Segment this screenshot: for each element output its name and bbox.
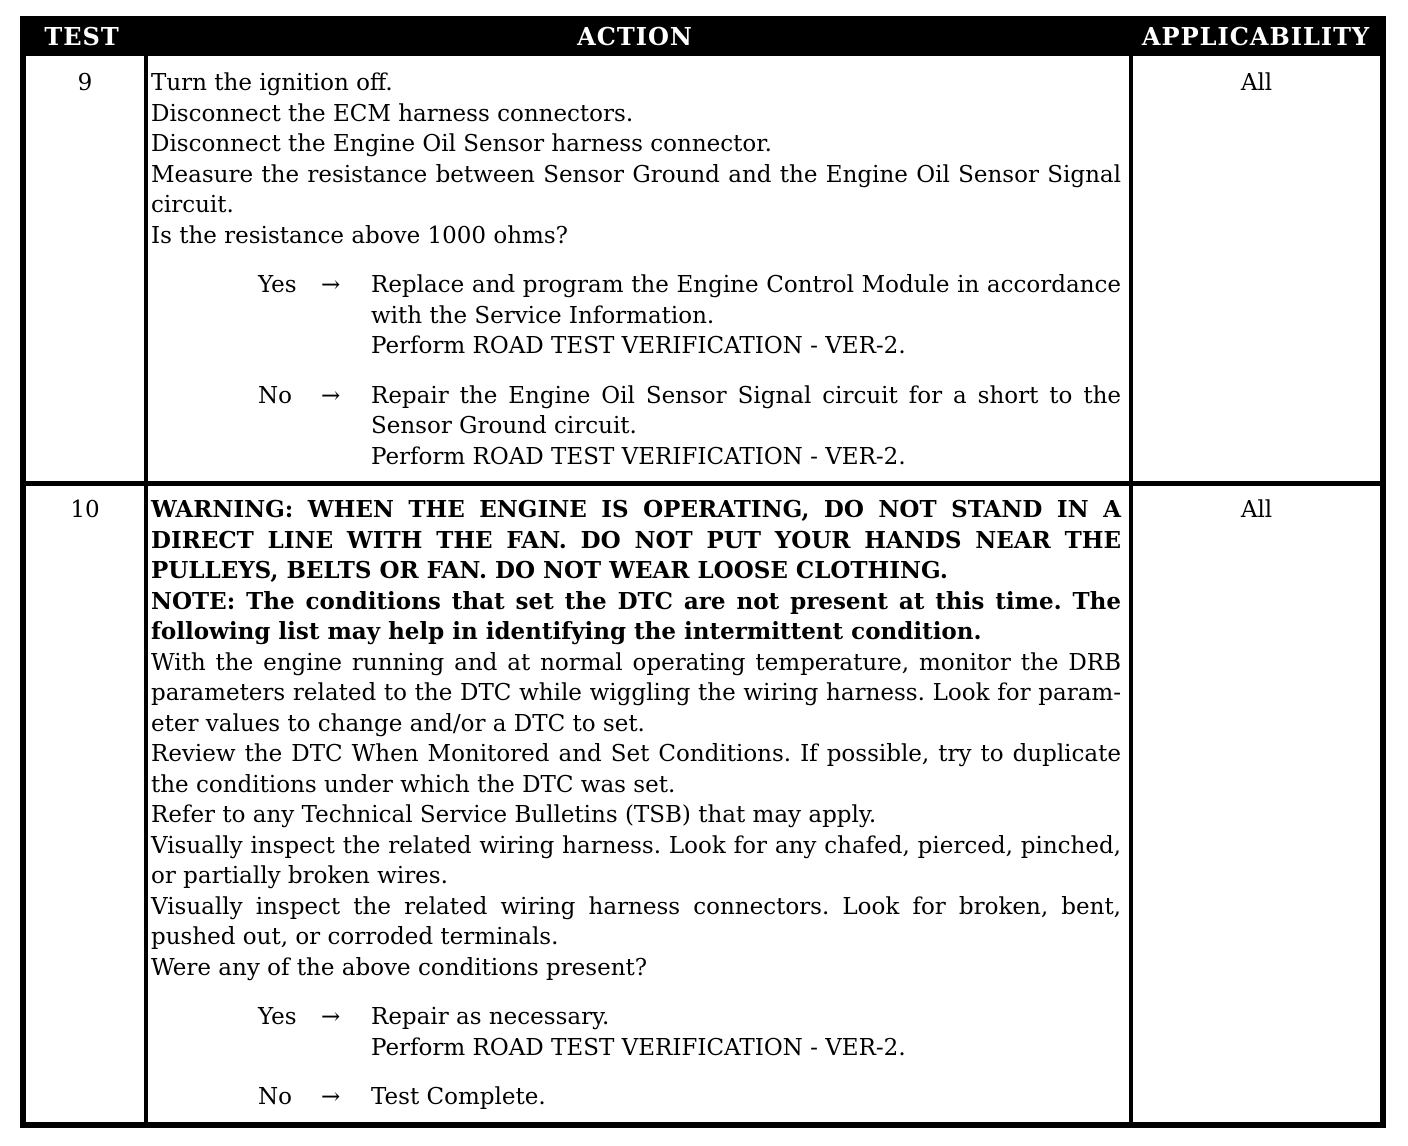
action-step: Disconnect the ECM harness connectors. xyxy=(151,100,634,127)
no-label: No xyxy=(258,382,292,409)
applicability-value: All xyxy=(1240,70,1273,96)
no-branch xyxy=(151,381,1121,473)
row-divider xyxy=(26,481,1380,486)
yes-branch xyxy=(151,1002,1121,1063)
column-divider xyxy=(144,56,148,1128)
action-step: Disconnect the Engine Oil Sensor harness connector. xyxy=(151,131,772,157)
header-action: ACTION xyxy=(577,22,693,51)
yes-line: Perform ROAD TEST VERIFICATION - VER-2. xyxy=(371,1034,906,1061)
no-line: Test Complete. xyxy=(371,1084,546,1110)
yes-branch xyxy=(151,270,1121,362)
action-step: Visually inspect the related wiring harness connectors. Look for broken, bent, pushed out, or corroded terminals. xyxy=(151,893,1121,950)
applicability-value: All xyxy=(1240,497,1273,523)
action-step: Turn the ignition off. xyxy=(151,70,393,96)
action-step: Were any of the above conditions present? xyxy=(151,954,648,981)
right-arrow-icon: → xyxy=(321,1004,341,1030)
note-text: NOTE: The conditions that set the DTC are not present at this time. The following list may help in identifying the intermittent condition. xyxy=(151,587,1121,645)
table-header xyxy=(20,16,1386,56)
yes-line: Perform ROAD TEST VERIFICATION - VER-2. xyxy=(371,333,906,359)
action-cell xyxy=(151,68,1121,472)
test-number: 9 xyxy=(77,70,93,96)
action-step: Is the resistance above 1000 ohms? xyxy=(151,222,568,249)
warning-text: WARNING: WHEN THE ENGINE IS OPERATING, DO NOT STAND IN A DIRECT LINE WITH THE FAN. DO NOT PUT YOUR HANDS NEAR THE PULLEYS, BELTS OR FAN. DO NOT WEAR LOOSE CLOTHING. xyxy=(151,496,1121,584)
right-arrow-icon: → xyxy=(321,272,341,298)
no-line: Repair the Engine Oil Sensor Signal circuit for a short to the Sensor Ground circuit. xyxy=(371,382,1121,439)
action-step: Measure the resistance between Sensor Ground and the Engine Oil Sensor Signal circuit. xyxy=(151,161,1121,218)
action-step: With the engine running and at normal operating temperature, monitor the DRB parameters related to the DTC while wiggling the wiring harness. Look for param- eter values to change and/or a DTC to set. xyxy=(151,649,1121,737)
test-number: 10 xyxy=(70,497,100,523)
action-step: Review the DTC When Monitored and Set Conditions. If possible, try to duplicate the conditions under which the DTC was set. xyxy=(151,741,1121,798)
action-cell xyxy=(151,495,1121,1113)
no-line: Perform ROAD TEST VERIFICATION - VER-2. xyxy=(371,443,906,470)
no-branch xyxy=(151,1082,1121,1113)
yes-line: Replace and program the Engine Control Module in accordance with the Service Information. xyxy=(371,272,1121,329)
yes-label: Yes xyxy=(258,272,297,298)
yes-label: Yes xyxy=(258,1004,297,1030)
action-step: Refer to any Technical Service Bulletins (TSB) that may apply. xyxy=(151,802,877,828)
header-test: TEST xyxy=(44,22,120,51)
right-arrow-icon: → xyxy=(321,1084,341,1110)
column-divider xyxy=(1129,56,1133,1128)
yes-line: Repair as necessary. xyxy=(371,1004,610,1030)
action-step: Visually inspect the related wiring harness. Look for any chafed, pierced, pinched, or partially broken wires. xyxy=(151,832,1121,889)
diagnostic-test-table xyxy=(20,16,1386,1128)
right-arrow-icon: → xyxy=(321,382,341,409)
header-applicability: APPLICABILITY xyxy=(1141,22,1371,51)
no-label: No xyxy=(258,1084,292,1110)
